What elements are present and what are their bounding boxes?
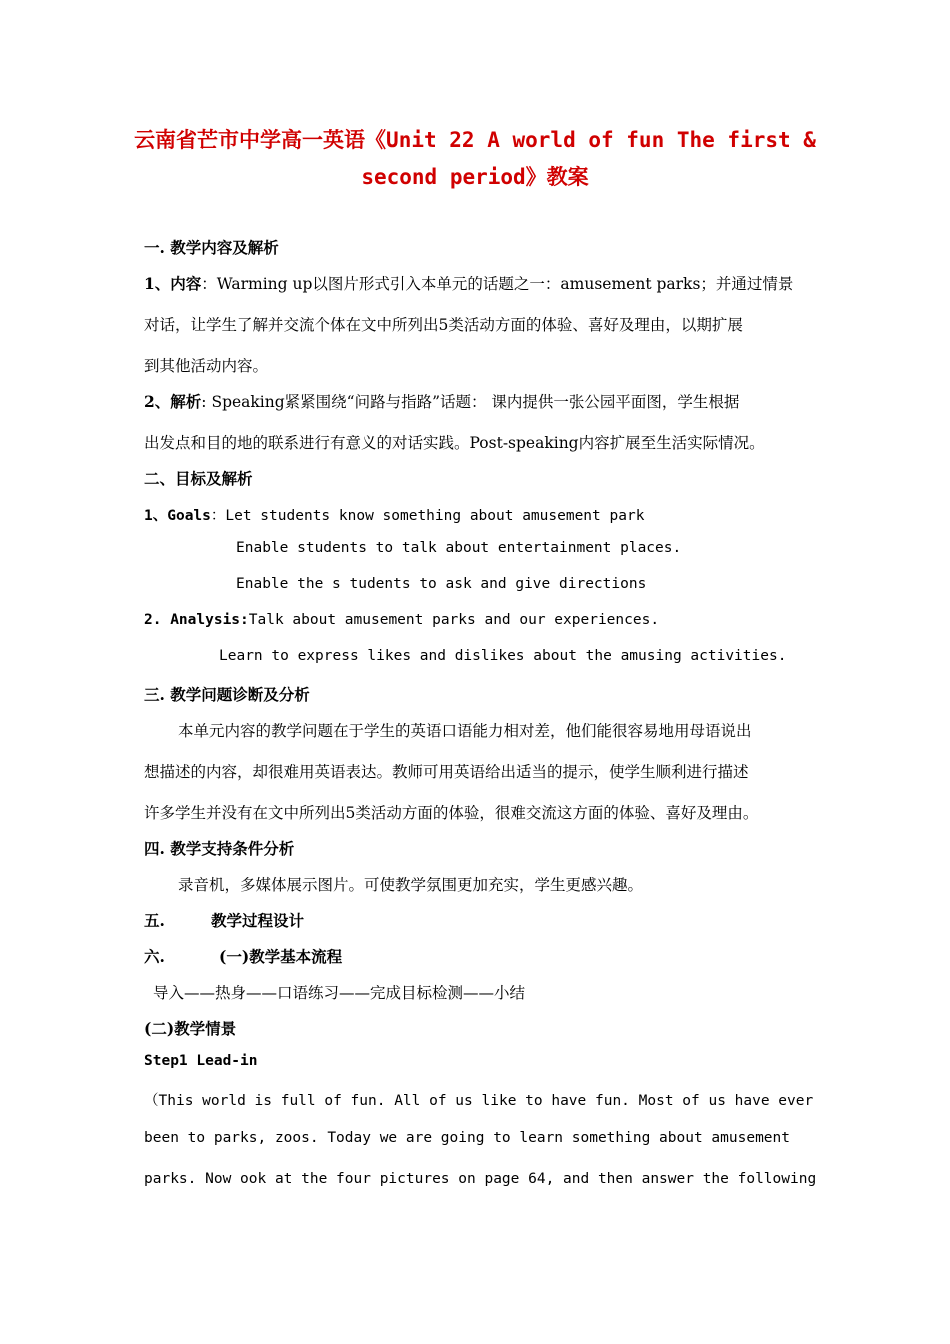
section-3-line-3: 许多学生并没有在文中所列出5类活动方面的体验，很难交流这方面的体验、喜好及理由。: [144, 804, 759, 822]
goals-line-3: Enable the s tudents to ask and give directions: [236, 576, 647, 592]
section-3-heading: 三. 教学问题诊断及分析: [144, 685, 310, 704]
goals-text-1: ：Let students know something about amusement park: [210, 508, 645, 524]
step1-paragraph-line-1: （This world is full of fun. All of us like to have fun. Most of us have ever: [144, 1093, 814, 1109]
content-text-1: ：Warming up以图片形式引入本单元的话题之一：amusement parks；并通过情景: [201, 275, 794, 293]
section-5-number: 五.: [144, 911, 165, 930]
goals-line-2: Enable students to talk about entertainment places.: [236, 540, 682, 556]
step1-paragraph-line-3: parks. Now ook at the four pictures on page 64, and then answer the following: [144, 1171, 817, 1187]
section-6-heading: (一)教学基本流程: [219, 947, 343, 966]
section-1-heading: 一. 教学内容及解析: [144, 238, 279, 257]
analysis-paragraph-line-1: [144, 390, 739, 412]
section-4-heading: 四. 教学支持条件分析: [144, 839, 295, 858]
document-title-line-1: 云南省芒市中学高一英语《Unit 22 A world of fun The first &: [134, 128, 816, 152]
section-3-line-1: 本单元内容的教学问题在于学生的英语口语能力相对差，他们能很容易地用母语说出: [178, 722, 752, 740]
analysis-goals-line-1: [144, 612, 659, 628]
section-4-line-1: 录音机，多媒体展示图片。可使教学氛围更加充实，学生更感兴趣。: [178, 876, 644, 894]
step1-paragraph-line-2: been to parks, zoos. Today we are going to learn something about amusement: [144, 1130, 791, 1146]
document-title-line-2: second period》教案: [361, 165, 589, 189]
analysis-paragraph-line-2: 出发点和目的地的联系进行有意义的对话实践。Post-speaking内容扩展至生活实际情况。: [144, 434, 765, 452]
teaching-flow: 导入——热身——口语练习——完成目标检测——小结: [153, 984, 526, 1002]
section-6-number: 六.: [144, 947, 165, 966]
analysis-goals-label: 2. Analysis:: [144, 612, 249, 628]
analysis-goals-line-2: Learn to express likes and dislikes about the amusing activities.: [219, 648, 787, 664]
teaching-scenario-heading: (二)教学情景: [144, 1019, 237, 1038]
section-2-heading: 二、目标及解析: [144, 469, 253, 488]
content-label: 1、内容: [144, 274, 202, 293]
content-paragraph-line-1: [144, 272, 793, 294]
analysis-goals-text-1: Talk about amusement parks and our experiences.: [248, 612, 660, 628]
analysis-text-1: : Speaking紧紧围绕“问路与指路”话题： 课内提供一张公园平面图，学生根据: [201, 393, 740, 411]
section-5-heading: 教学过程设计: [211, 911, 305, 930]
analysis-label: 2、解析: [144, 392, 202, 411]
content-paragraph-line-3: 到其他活动内容。: [144, 357, 269, 375]
goals-line-1: [144, 504, 644, 525]
content-paragraph-line-2: 对话，让学生了解并交流个体在文中所列出5类活动方面的体验、喜好及理由，以期扩展: [144, 316, 743, 334]
step1-heading: Step1 Lead-in: [144, 1053, 258, 1069]
section-3-line-2: 想描述的内容，却很难用英语表达。教师可用英语给出适当的提示，使学生顺利进行描述: [144, 763, 749, 781]
goals-label: 1、Goals: [144, 508, 211, 524]
